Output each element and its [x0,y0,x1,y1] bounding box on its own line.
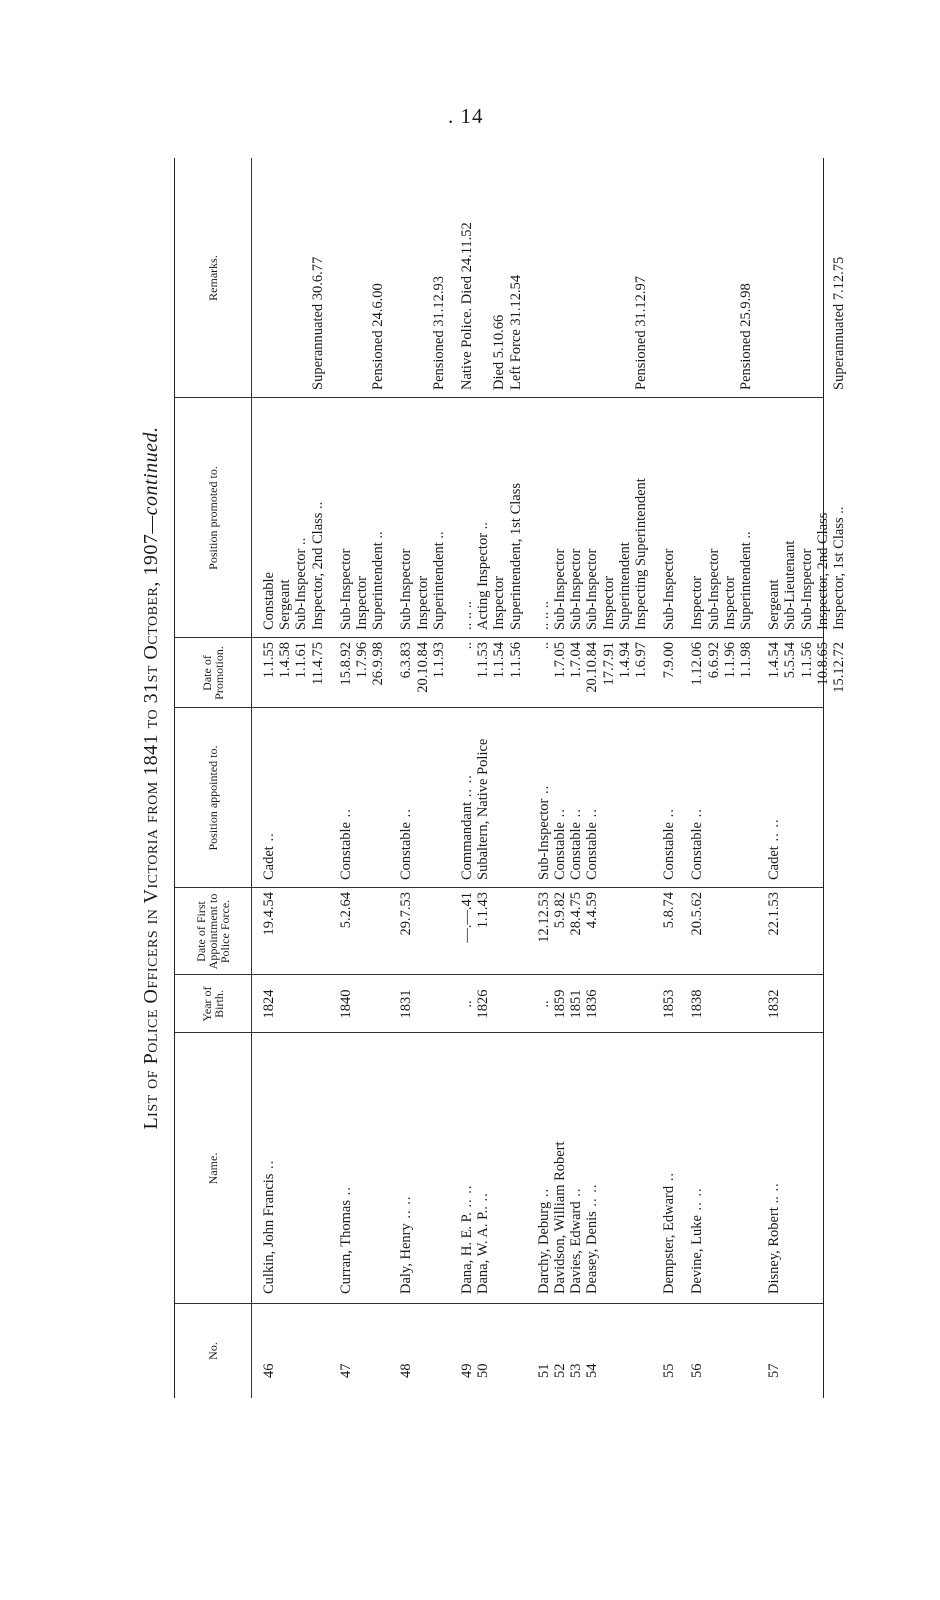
first-appointment-date: 5.9.82 [552,892,568,929]
promotion-date: 6.3.83 [398,642,415,679]
year-of-birth: 1840 [337,989,354,1019]
position-promoted: Sub-Inspector [337,548,354,630]
position-promoted: Inspector [491,576,508,630]
header-name: Name. [206,1152,220,1185]
title-part-3: to [140,708,162,729]
position-promoted: Sergeant [766,579,783,630]
row-number: 50 [475,1363,492,1378]
promotion-date: 17.7.91 [600,642,617,686]
first-appointment-date: 19.4.54 [261,892,277,936]
promotion-date: 20.10.84 [414,642,431,693]
document-title [140,158,170,1398]
officer-name: Davies, Edward .. [568,1187,585,1294]
promotion-date: 10.8.65 [814,642,831,686]
promotion-date: .. [459,642,475,650]
first-appointment-date: 28.4.75 [568,892,585,936]
position-promoted: Sub-Inspector [661,548,678,630]
position-promoted: Inspector [600,576,617,630]
first-appointment-date: 5.8.74 [661,892,678,929]
year-of-birth: 1853 [661,989,678,1019]
promotion-date: 11.4.75 [309,642,326,685]
col-divider [175,974,823,975]
position-appointed: Constable .. [337,808,354,880]
header-no: No. [206,1342,220,1360]
position-appointed: Constable .. [689,808,706,880]
leader-dots: .. .. [584,1183,601,1212]
leader-dots: .. [584,808,601,822]
col-divider [175,887,823,888]
position-promoted: .. .. .. [535,601,552,630]
promotion-date: 26.9.98 [370,642,387,686]
promotion-date: 1.1.93 [430,642,447,679]
col-divider [175,637,823,638]
promotion-date: 1.7.04 [568,642,585,679]
position-promoted: Sub-Inspector [398,548,415,630]
row-number: 54 [584,1363,601,1378]
row-number: 53 [568,1363,585,1378]
leader-dots: .. .. [398,1195,415,1224]
header-divider [251,158,252,1398]
position-appointed: Constable .. [584,808,601,880]
position-appointed: Constable .. [568,808,585,880]
row-number: 57 [766,1363,783,1378]
position-promoted: Sub-Inspector [798,548,815,630]
position-promoted: Acting Inspector .. [475,522,492,630]
position-promoted: Inspector, 1st Class .. [831,506,847,630]
leader-dots: .. [661,1171,678,1186]
remark: Superannuated 30.6.77 [309,256,326,390]
leader-dots: .. [261,832,277,847]
position-promoted: Inspector [721,576,738,630]
position-promoted: Inspector [414,576,431,630]
position-appointed: Constable .. [552,808,568,880]
year-of-birth: .. [459,1000,475,1008]
position-appointed: Sub-Inspector .. [535,784,552,880]
promotion-date: 1.6.97 [633,642,649,679]
leader-dots: .. [568,1187,585,1202]
row-number: 49 [459,1363,475,1378]
first-appointment-date: 1.1.43 [475,892,492,929]
position-promoted: Sub-Inspector [568,548,585,630]
position-promoted: .. .. .. [459,601,475,630]
year-of-birth: 1831 [398,989,415,1019]
header-appointed-to: Position appointed to. [206,745,220,851]
leader-dots: .. [661,808,678,822]
leader-dots: .. .. [766,818,783,847]
position-appointed: Cadet .. .. [766,818,783,880]
row-number: 48 [398,1363,415,1378]
officer-name: Dana, W. A. P.. .. [475,1192,492,1294]
officer-name: Dempster, Edward .. [661,1171,678,1294]
promotion-date: 1.1.55 [261,642,277,679]
leader-dots: .. .. [459,1184,475,1213]
leader-dots: .. [337,808,354,822]
promotion-date: 1.1.96 [721,642,738,679]
header-birth: Year of Birth. [200,986,226,1022]
promotion-date: 6.6.92 [705,642,722,679]
leader-dots: .. [766,1182,783,1197]
first-appointment-date: 22.1.53 [766,892,783,936]
position-promoted: Inspector [354,576,370,630]
header-date-promo: Date of Promotion. [200,646,226,700]
row-number: 47 [337,1363,354,1378]
position-promoted: Inspector [689,576,706,630]
col-divider [175,707,823,708]
position-promoted: Superintendent .. [370,531,387,630]
row-number: 46 [261,1363,277,1378]
col-divider [175,1303,823,1304]
row-number: 56 [689,1363,706,1378]
promotion-date: 1.7.96 [354,642,370,679]
first-appointment-date: 20.5.62 [689,892,706,936]
promotion-date: 1.1.61 [293,642,310,679]
position-appointed: Cadet .. [261,832,277,880]
leader-dots: .. [475,1192,492,1207]
header-first-appt: Date of First Appointment to Police Force. [194,893,232,970]
year-of-birth: 1832 [766,989,783,1019]
position-promoted: Superintendent .. [430,531,447,630]
promotion-date: 1.1.54 [491,642,508,679]
year-of-birth: 1836 [584,989,601,1019]
remark: Native Police. Died 24.11.52 [459,222,475,390]
row-number: 52 [552,1363,568,1378]
position-promoted: Sub-Inspector [552,548,568,630]
promotion-date: 15.12.72 [831,642,847,693]
officer-name: Dana, H. E. P. .. .. [459,1184,475,1294]
first-appointment-date: 12.12.53 [535,892,552,943]
officers-table [174,158,847,1398]
promotion-date: 1.1.56 [507,642,524,679]
year-of-birth: 1824 [261,989,277,1019]
officer-name: Deasey, Denis .. .. [584,1183,601,1294]
position-promoted: Inspector, 2nd Class [814,512,831,630]
page-number: . 14 [448,104,484,128]
year-of-birth: 1826 [475,989,492,1019]
leader-dots: .. [535,784,552,799]
promotion-date: 1.4.94 [616,642,633,679]
year-of-birth: 1859 [552,989,568,1019]
remark: Superannuated 7.12.75 [831,256,847,390]
officer-name: Devine, Luke .. .. [689,1187,706,1294]
officer-name: Disney, Robert .. .. [766,1182,783,1294]
first-appointment-date: 29.7.53 [398,892,415,936]
remark: Pensioned 24.6.00 [370,283,387,390]
leader-dots: .. [261,1159,277,1174]
remark: Died 5.10.66 [491,314,508,390]
title-part-5: 1907 [140,533,162,576]
officer-name: Davidson, William Robert [552,1141,568,1294]
remark: Pensioned 31.12.97 [633,276,649,390]
position-appointed: Commandant .. .. [459,774,475,880]
year-of-birth: .. [535,1000,552,1008]
position-promoted: Constable [261,572,277,630]
remark: Left Force 31.12.54 [507,274,524,390]
leader-dots: .. .. [689,1187,706,1216]
col-divider [175,1032,823,1033]
position-promoted: Sergeant [277,579,294,630]
first-appointment-date: 5.2.64 [337,892,354,929]
officer-name: Curran, Thomas .. [337,1186,354,1294]
promotion-date: 5.5.54 [782,642,799,679]
remark: Pensioned 25.9.98 [738,283,754,390]
year-of-birth: 1838 [689,989,706,1019]
first-appointment-date: —.—.41 [459,892,475,943]
leader-dots: .. [552,808,568,822]
first-appointment-date: 4.4.59 [584,892,601,929]
title-part-6: —continued. [140,426,162,534]
row-number: 51 [535,1363,552,1378]
leader-dots: .. [398,808,415,822]
position-promoted: Superintendent .. [738,531,754,630]
year-of-birth: 1851 [568,989,585,1019]
officer-name: Darchy, Deburg .. [535,1187,552,1294]
col-divider [175,397,823,398]
officer-name: Culkin, John Francis .. [261,1159,277,1294]
row-number: 55 [661,1363,678,1378]
position-promoted: Sub-Inspector [584,548,601,630]
position-promoted: Superintendent, 1st Class [507,482,524,630]
promotion-date: 7.9.00 [661,642,678,679]
leader-dots: .. [337,1186,354,1201]
promotion-date: 15.8.92 [337,642,354,686]
promotion-date: .. [535,642,552,650]
leader-dots: .. [568,808,585,822]
title-part-4: 31st October, [140,581,162,704]
position-promoted: Inspector, 2nd Class .. [309,501,326,630]
header-remarks: Remarks. [206,255,220,301]
position-promoted: Sub-Lieutenant [782,540,799,630]
remark: Pensioned 31.12.93 [430,276,447,390]
leader-dots: .. [689,808,706,822]
leader-dots: .. [535,1187,552,1202]
promotion-date: 1.7.05 [552,642,568,679]
header-promoted-to: Position promoted to. [206,466,220,570]
position-promoted: Inspecting Superintendent [633,478,649,630]
position-promoted: Sub-Inspector .. [293,537,310,630]
promotion-date: 1.12.06 [689,642,706,686]
promotion-date: 1.1.98 [738,642,754,679]
position-promoted: Sub-Inspector [705,548,722,630]
promotion-date: 20.10.84 [584,642,601,693]
promotion-date: 1.4.54 [766,642,783,679]
position-appointed: Constable .. [398,808,415,880]
rotated-sheet [140,158,847,1398]
promotion-date: 1.1.56 [798,642,815,679]
position-promoted: Superintendent [616,542,633,630]
title-part-2: 1841 [140,733,162,776]
leader-dots: .. .. [459,774,475,802]
title-part-1: List of Police Officers in Victoria from [140,781,162,1130]
promotion-date: 1.1.53 [475,642,492,679]
promotion-date: 1.4.58 [277,642,294,679]
officer-name: Daly, Henry .. .. [398,1195,415,1294]
position-appointed: Constable .. [661,808,678,880]
position-appointed: Subaltern, Native Police [475,738,492,880]
